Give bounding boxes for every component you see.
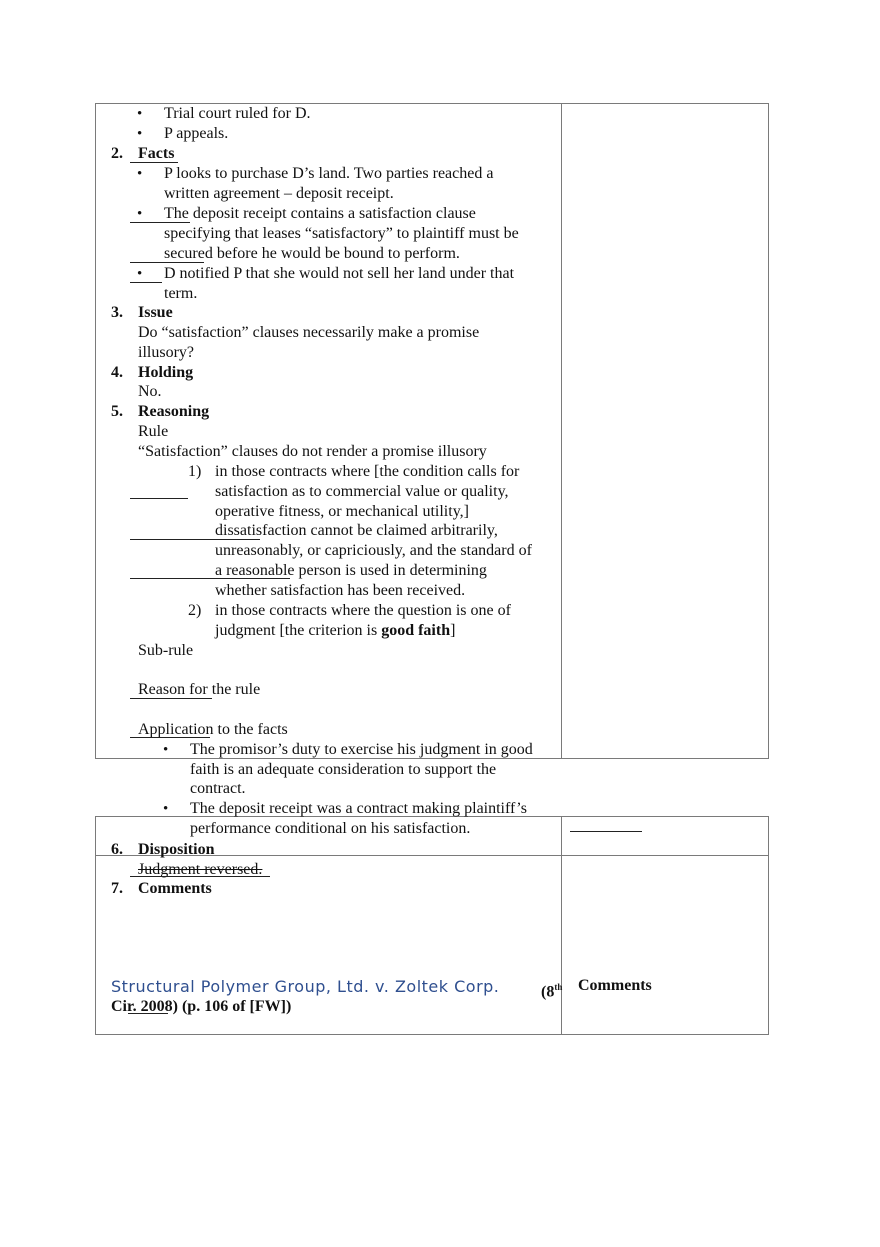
procedure-item: P appeals. — [164, 125, 229, 142]
good-faith-emphasis: good faith — [381, 622, 451, 639]
facts-heading: Facts — [138, 145, 175, 162]
section-number: 6. — [111, 841, 123, 858]
application-label: Application to the facts — [138, 721, 288, 738]
rule-item-number: 2) — [188, 602, 202, 619]
rule-item-text-post: ] — [450, 622, 456, 639]
bullet-icon: • — [137, 166, 143, 182]
application-text: The deposit receipt was a contract making plaintiff’s — [190, 800, 527, 817]
revision-underline — [128, 1013, 168, 1014]
revision-underline — [130, 498, 188, 499]
issue-heading: Issue — [138, 304, 173, 321]
bullet-icon: • — [137, 106, 143, 122]
rule-item-text: a reasonable person is used in determining — [215, 562, 487, 579]
revision-underline — [130, 737, 210, 738]
revision-underline — [130, 578, 290, 579]
section-number: 2. — [111, 145, 123, 162]
rule-label: Rule — [138, 423, 169, 440]
bullet-icon: • — [163, 742, 169, 758]
next-case-citation-line2: Cir. 2008) (p. 106 of [FW]) — [111, 998, 292, 1015]
section-number: 5. — [111, 403, 123, 420]
column-divider-top — [561, 103, 562, 759]
revision-underline — [130, 698, 212, 699]
facts-text: secured before he would be bound to perform. — [164, 245, 460, 262]
rule-item-text: dissatisfaction cannot be claimed arbitrarily, — [215, 522, 498, 539]
revision-underline — [130, 539, 260, 540]
next-case-citation — [541, 977, 562, 1002]
revision-underline — [130, 262, 204, 263]
facts-text: term. — [164, 285, 198, 302]
facts-text: specifying that leases “satisfactory” to plaintiff must be — [164, 225, 519, 242]
citation-open: (8 — [541, 983, 555, 1001]
rule-item-text: unreasonably, or capriciously, and the standard of — [215, 542, 532, 559]
bullet-icon: • — [137, 266, 143, 282]
comments-heading: Comments — [138, 880, 212, 897]
bullet-icon: • — [137, 126, 143, 142]
disposition-text: Judgment reversed. — [138, 861, 263, 878]
revision-underline — [130, 282, 162, 283]
facts-text: The deposit receipt contains a satisfaction clause — [164, 205, 476, 222]
section-number: 3. — [111, 304, 123, 321]
disposition-heading: Disposition — [138, 841, 215, 858]
rule-intro: “Satisfaction” clauses do not render a promise illusory — [138, 443, 487, 460]
bullet-icon: • — [137, 206, 143, 222]
holding-text: No. — [138, 383, 162, 400]
application-text: contract. — [190, 780, 246, 797]
facts-text: P looks to purchase D’s land. Two parties reached a — [164, 165, 494, 182]
procedure-item: Trial court ruled for D. — [164, 105, 311, 122]
issue-text: illusory? — [138, 344, 194, 361]
heading-underline — [130, 162, 178, 163]
side-comments-label: Comments — [578, 977, 652, 994]
reasoning-heading: Reasoning — [138, 403, 210, 420]
revision-underline — [130, 876, 270, 877]
rule-item-text: in those contracts where the question is one of — [215, 602, 511, 619]
subrule-label: Sub-rule — [138, 642, 194, 659]
application-text: faith is an adequate consideration to support the — [190, 761, 497, 778]
facts-text: D notified P that she would not sell her land under that — [164, 265, 515, 282]
rule-item-text: operative fitness, or mechanical utility,] — [215, 503, 469, 520]
issue-text: Do “satisfaction” clauses necessarily make a promise — [138, 324, 480, 341]
rule-item-text: satisfaction as to commercial value or quality, — [215, 483, 509, 500]
rule-item-text-pre: judgment [the criterion is — [215, 622, 382, 639]
application-text: The promisor’s duty to exercise his judgment in good — [190, 741, 533, 758]
rule-item-text — [215, 621, 455, 641]
rule-item-text: in those contracts where [the condition calls for — [215, 463, 520, 480]
facts-text: written agreement – deposit receipt. — [164, 185, 394, 202]
section-number: 7. — [111, 880, 123, 897]
side-underline — [570, 831, 642, 832]
application-text: performance conditional on his satisfaction. — [190, 820, 471, 837]
bullet-icon: • — [163, 801, 169, 817]
rule-item-text: whether satisfaction has been received. — [215, 582, 466, 599]
holding-heading: Holding — [138, 364, 194, 381]
citation-superscript: th — [554, 982, 563, 992]
reason-label: Reason for the rule — [138, 681, 261, 698]
next-case-title: Structural Polymer Group, Ltd. v. Zoltek Corp. — [111, 977, 500, 996]
section-number: 4. — [111, 364, 123, 381]
rule-item-number: 1) — [188, 463, 202, 480]
